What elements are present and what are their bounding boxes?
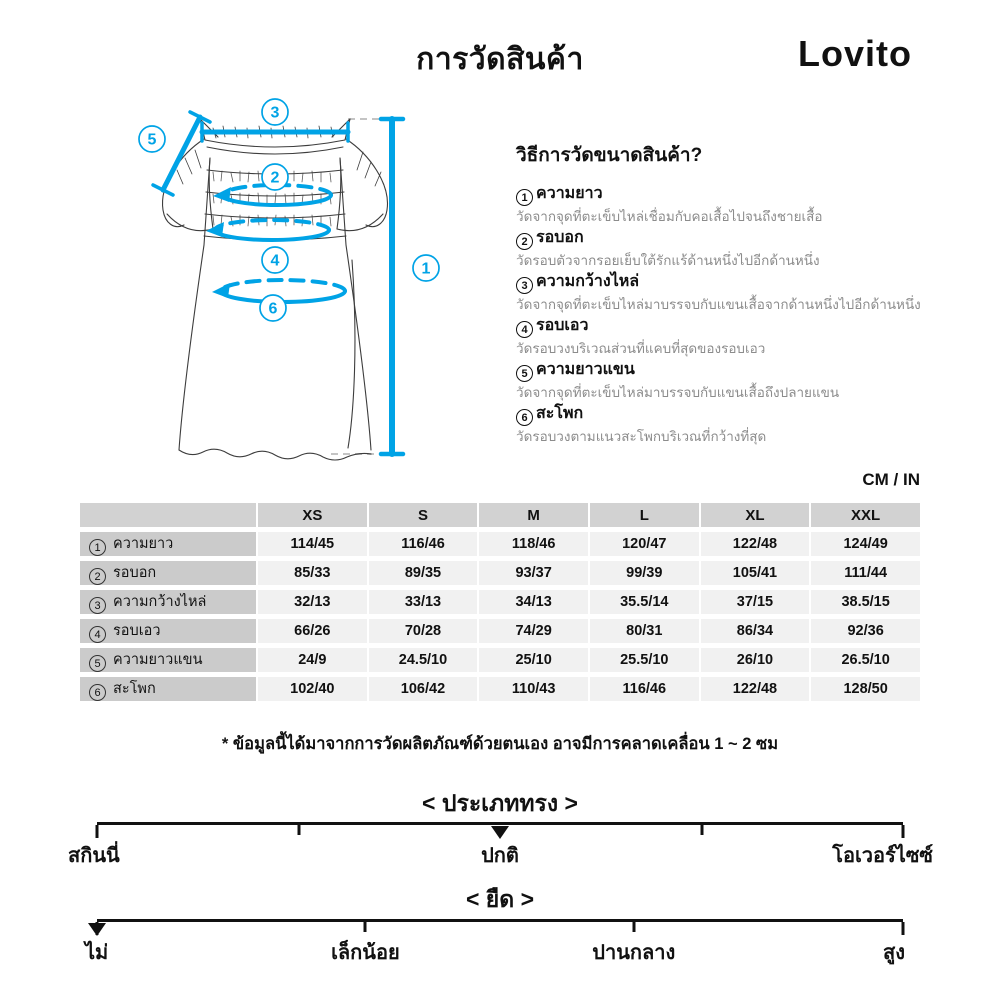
cell-value: 37/15	[701, 590, 810, 614]
item-number-badge: 5	[516, 365, 533, 382]
row-label: รอบเอว	[113, 623, 161, 639]
row-number-badge: 6	[89, 684, 106, 701]
cell-value: 110/43	[479, 677, 588, 701]
item-number-badge: 4	[516, 321, 533, 338]
howto-section	[516, 140, 956, 447]
axis-tick	[297, 825, 300, 835]
item-desc: วัดรอบตัวจากรอยเย็บใต้รักแร้ด้านหนึ่งไปอีกด้านหนึ่ง	[516, 253, 820, 268]
stretch-scale-title: < ยืด >	[465, 886, 535, 912]
cell-value: 116/46	[590, 677, 699, 701]
cell-value: 26.5/10	[811, 648, 920, 672]
cell-value: 114/45	[258, 532, 367, 556]
table-row	[80, 677, 920, 701]
stretch-label-medium: ปานกลาง	[592, 942, 676, 964]
item-number-badge: 6	[516, 409, 533, 426]
cell-value: 89/35	[369, 561, 478, 585]
size-table	[78, 498, 922, 706]
cell-value: 70/28	[369, 619, 478, 643]
axis-tick	[700, 825, 703, 835]
callout-4: 4	[270, 252, 280, 270]
row-label: รอบอก	[113, 565, 157, 581]
row-label: ความยาว	[113, 536, 174, 552]
howto-item	[516, 227, 956, 271]
item-desc: วัดจากจุดที่ตะเข็บไหล่มาบรรจบกับแขนเสื้อจากด้านหนึ่งไปอีกด้านหนึ่ง	[516, 297, 921, 312]
cell-value: 105/41	[701, 561, 810, 585]
axis-tick	[902, 825, 905, 838]
cell-value: 85/33	[258, 561, 367, 585]
cell-value: 26/10	[701, 648, 810, 672]
item-name: ความยาว	[536, 185, 603, 202]
stretch-label-none: ไม่	[85, 942, 109, 964]
row-label: สะโพก	[113, 681, 156, 697]
measure-waist-ellipse	[206, 220, 329, 240]
item-number-badge: 1	[516, 189, 533, 206]
cell-value: 122/48	[701, 532, 810, 556]
cell-value: 25/10	[479, 648, 588, 672]
item-number-badge: 2	[516, 233, 533, 250]
table-row	[80, 590, 920, 614]
axis-tick	[96, 825, 99, 838]
cell-value: 111/44	[811, 561, 920, 585]
row-number-badge: 1	[89, 539, 106, 556]
row-number-badge: 3	[89, 597, 106, 614]
row-label: ความยาวแขน	[113, 652, 203, 668]
cell-value: 128/50	[811, 677, 920, 701]
cell-value: 120/47	[590, 532, 699, 556]
callout-1: 1	[421, 260, 431, 278]
axis-tick	[902, 922, 905, 935]
item-name: รอบอก	[536, 229, 584, 246]
row-number-badge: 4	[89, 626, 106, 643]
cell-value: 33/13	[369, 590, 478, 614]
item-desc: วัดรอบวงตามแนวสะโพกบริเวณที่กว้างที่สุด	[516, 429, 767, 444]
row-label: ความกว้างไหล่	[113, 594, 207, 610]
cell-value: 24.5/10	[369, 648, 478, 672]
fit-scale-title: < ประเภททรง >	[422, 790, 578, 816]
stretch-label-slight: เล็กน้อย	[331, 942, 400, 964]
item-name: ความยาวแขน	[536, 361, 635, 378]
cell-value: 74/29	[479, 619, 588, 643]
row-number-badge: 2	[89, 568, 106, 585]
axis-tick	[364, 922, 367, 932]
cell-value: 32/13	[258, 590, 367, 614]
cell-value: 86/34	[701, 619, 810, 643]
howto-item	[516, 315, 956, 359]
col-header-xxl: XXL	[811, 503, 920, 527]
stretch-label-high: สูง	[883, 942, 905, 964]
table-row	[80, 561, 920, 585]
cell-value: 102/40	[258, 677, 367, 701]
howto-item	[516, 271, 956, 315]
fit-label-oversize: โอเวอร์ไซซ์	[832, 845, 933, 867]
item-name: สะโพก	[536, 405, 584, 422]
table-row	[80, 532, 920, 556]
measure-length-line	[381, 119, 403, 454]
callout-5: 5	[147, 131, 157, 149]
fit-marker-triangle	[491, 826, 509, 839]
item-number-badge: 3	[516, 277, 533, 294]
howto-item	[516, 403, 956, 447]
callout-2: 2	[270, 169, 280, 187]
howto-item	[516, 183, 956, 227]
cell-value: 35.5/14	[590, 590, 699, 614]
col-header-m: M	[479, 503, 588, 527]
table-row	[80, 619, 920, 643]
axis-tick	[632, 922, 635, 932]
col-header-l: L	[590, 503, 699, 527]
cell-value: 93/37	[479, 561, 588, 585]
cell-value: 124/49	[811, 532, 920, 556]
col-header-xl: XL	[701, 503, 810, 527]
item-desc: วัดรอบวงบริเวณส่วนที่แคบที่สุดของรอบเอว	[516, 341, 766, 356]
unit-label: CM / IN	[862, 470, 920, 489]
table-row	[80, 648, 920, 672]
col-header-s: S	[369, 503, 478, 527]
fit-label-regular: ปกติ	[481, 845, 519, 867]
item-name: รอบเอว	[536, 317, 589, 334]
cell-value: 106/42	[369, 677, 478, 701]
howto-heading: วิธีการวัดขนาดสินค้า?	[516, 145, 703, 166]
cell-value: 92/36	[811, 619, 920, 643]
page-title: การวัดสินค้า	[416, 43, 584, 76]
stretch-marker-triangle	[88, 923, 106, 936]
cell-value: 34/13	[479, 590, 588, 614]
brand-logo: Lovito	[798, 33, 912, 74]
cell-value: 99/39	[590, 561, 699, 585]
cell-value: 25.5/10	[590, 648, 699, 672]
cell-value: 116/46	[369, 532, 478, 556]
callout-6: 6	[268, 300, 278, 318]
cell-value: 66/26	[258, 619, 367, 643]
cell-value: 24/9	[258, 648, 367, 672]
item-desc: วัดจากจุดที่ตะเข็บไหล่มาบรรจบกับแขนเสื้อถึงปลายแขน	[516, 385, 840, 400]
item-name: ความกว้างไหล่	[536, 273, 640, 290]
col-header-xs: XS	[258, 503, 367, 527]
garment-measure-diagram	[125, 92, 475, 477]
callout-3: 3	[270, 104, 280, 122]
fit-scale-axis	[68, 822, 933, 867]
table-corner-cell	[80, 503, 256, 527]
cell-value: 80/31	[590, 619, 699, 643]
cell-value: 118/46	[479, 532, 588, 556]
size-table-header-row	[80, 503, 920, 527]
measurement-footnote: * ข้อมูลนี้ได้มาจากการวัดผลิตภัณฑ์ด้วยตนเอง อาจมีการคลาดเคลื่อน 1 ~ 2 ซม	[221, 735, 779, 753]
item-desc: วัดจากจุดที่ตะเข็บไหล่เชื่อมกับคอเสื้อไปจนถึงชายเสื้อ	[516, 209, 823, 224]
stretch-scale-axis	[85, 919, 905, 964]
fit-label-skinny: สกินนี่	[68, 845, 120, 867]
cell-value: 38.5/15	[811, 590, 920, 614]
cell-value: 122/48	[701, 677, 810, 701]
howto-item	[516, 359, 956, 403]
row-number-badge: 5	[89, 655, 106, 672]
